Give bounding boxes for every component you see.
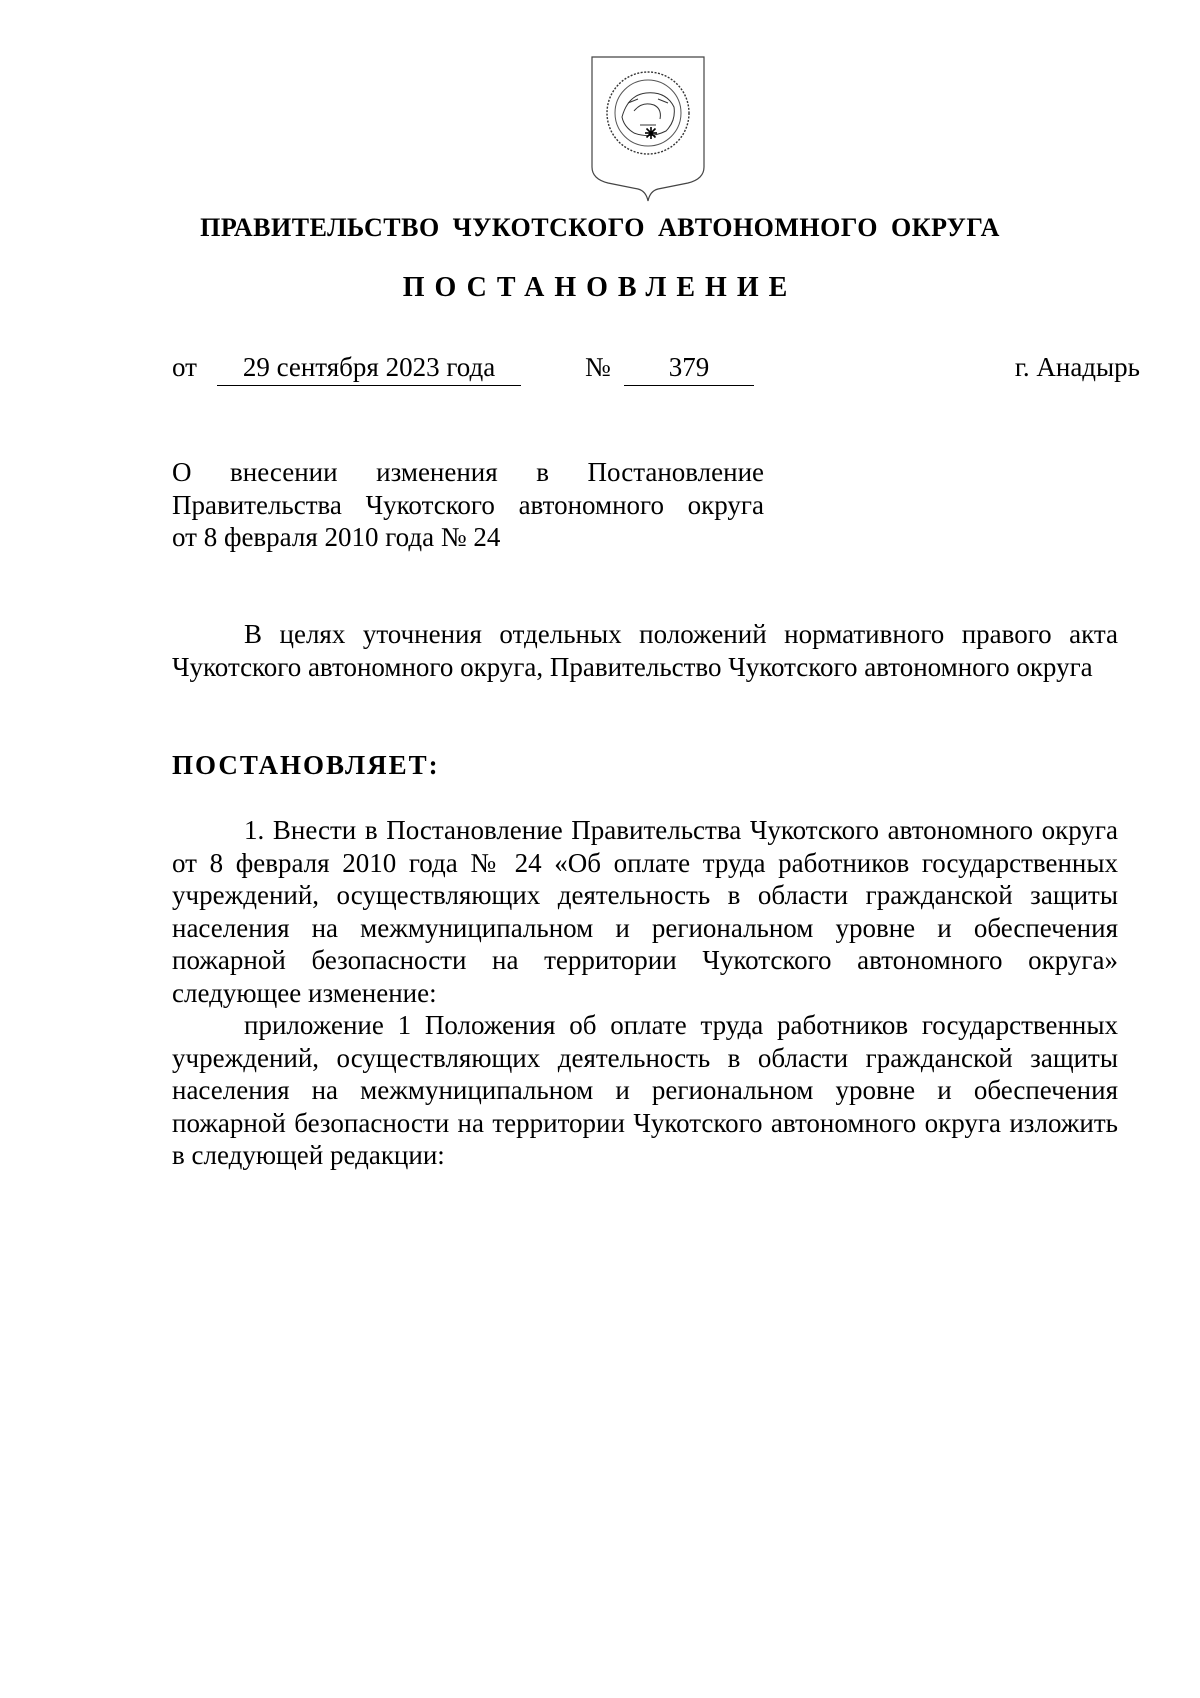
clause-paragraph-1: 1. Внести в Постановление Правительства Чукотского автономного округа от 8 февраля 2010 года № 24 «Об оплате труда работников государственных учреждений, осуществляющих деятельность в области гражданской защиты населения на межмуниципальном и региональном уровне и обеспечения пожарной безопасности на территории Чукотского автономного округа» следующее изменение: — [172, 815, 1118, 1008]
subject-line-2: Правительства Чукотского автономного округа — [172, 489, 764, 520]
document-type-title: ПОСТАНОВЛЕНИЕ — [402, 272, 798, 303]
document-subject — [172, 456, 764, 554]
preamble-section — [172, 618, 1118, 683]
clauses-section — [172, 814, 1118, 1172]
document-meta-row — [172, 352, 1140, 392]
subject-line-3: от 8 февраля 2010 года № 24 — [172, 522, 501, 552]
document-place: г. Анадырь — [1014, 352, 1140, 382]
document-date: 29 сентября 2023 года — [217, 352, 521, 386]
resolves-heading: ПОСТАНОВЛЯЕТ: — [172, 750, 440, 780]
clause-paragraph-2: приложение 1 Положения об оплате труда работников государственных учреждений, осуществляющих деятельность в области гражданской защиты населения на межмуниципальном и региональном уровне и обеспечения пожарной безопасности на территории Чукотского автономного округа изложить в следующей редакции: — [172, 1010, 1118, 1170]
coat-of-arms-emblem — [588, 55, 708, 205]
preamble-paragraph: В целях уточнения отдельных положений нормативного правого акта Чукотского автономного округа, Правительство Чукотского автономного округа — [172, 619, 1118, 682]
document-number: 379 — [624, 352, 754, 386]
date-prefix: от — [172, 352, 197, 382]
government-title: ПРАВИТЕЛЬСТВО ЧУКОТСКОГО АВТОНОМНОГО ОКРУГА — [200, 213, 1000, 242]
number-prefix: № — [585, 352, 611, 382]
subject-line-1: О внесении изменения в Постановление — [172, 457, 764, 487]
